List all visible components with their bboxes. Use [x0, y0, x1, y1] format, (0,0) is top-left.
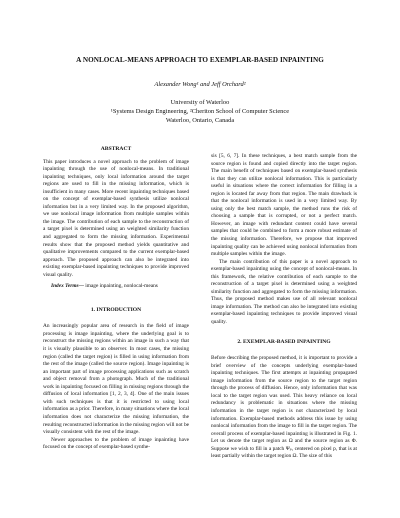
right-paragraph-2: The main contribution of this paper is a novel approach to exemplar-based inpainting using the concept of nonlocal-means. In this framework, the relative contribution of each sample to the reconstruction of a target pixel is determined using a weighted similarity function and aggregated to form the missing information. Thus, the proposed method makes use of all relevant nonlocal image information. The method can also be integrated into existing exemplar-based inpainting techniques to provide improved visual quality.: [211, 258, 357, 326]
abstract-text: This paper introduces a novel approach to the problem of image inpainting through the use of nonlocal-means. In traditional inpainting techniques, only local information around the target regions are used to fill in the missing information, which is insufficient in many cases. More recent inpainting techniques based on the concept of exemplar-based synthesis utilize nonlocal information but in a very limited way. In the proposed algorithm, we use nonlocal image information from multiple samples within the image. The contribution of each sample to the reconstruction of a target pixel is determined using an weighted similarity function and aggregated to form the missing information. Experimental results show that the proposed method yields quantitative and qualitative improvements compared to the current exemplar-based approach. The proposed approach can also be integrated into existing exemplar-based inpainting techniques to provide improved visual quality.: [43, 158, 189, 278]
index-terms-label: Index Terms—: [51, 283, 84, 290]
introduction-paragraph-2: Newer approaches to the problem of image inpainting have focused on the concept of exemplar-based synthe-: [43, 436, 189, 451]
introduction-paragraph-1: An increasingly popular area of research in the field of image processing is image inpainting, where the underlying goal is to reconstruct the missing regions within an image in such a way that it is visually plausible to an observer. In most cases, the missing region (called the target region) is filled in using information from the rest of the image (called the source region). Image inpainting is an important part of image processing applications such as scratch and object removal from a photograph. Much of the traditional work in inpainting focused on filling in missing regions through the diffusion of local information [1, 2, 3, 4]. One of the main issues with such techniques is that it is restricted to using local information as a prior. Therefore, in many situations where the local information does not characterize the missing information, the resulting reconstructed information in the missing region will not be visually consistent with the rest of the image.: [43, 323, 189, 436]
paper-title: A NONLOCAL-MEANS APPROACH TO EXEMPLAR-BASED INPAINTING: [76, 56, 324, 64]
affiliation-location: Waterloo, Ontario, Canada: [165, 117, 235, 124]
exemplar-heading: 2. EXEMPLAR-BASED INPAINTING: [237, 338, 331, 345]
paper-authors: Alexander Wong¹ and Jeff Orchard²: [154, 81, 246, 88]
introduction-heading: 1. INTRODUCTION: [90, 306, 142, 313]
right-column: [211, 153, 357, 461]
affiliation-university: University of Waterloo: [170, 99, 230, 106]
right-paragraph-1: sis [5, 6, 7]. In these techniques, a best match sample from the source region is found and copied directly into the target region. The main benefit of techniques based on exemplar-based synthesis is that they can utilize nonlocal information. This is particularly useful in situations where the correct information for filling in a region is located far away from that region. The main drawback is that the nonlocal information is used in a very limited way. By using only the best match sample, the method runs the risk of choosing a sample that is corrupted, or not a perfect match. However, an image with redundant content could have several samples that could be combined to form a more robust estimate of the missing information. Therefore, we propose that improved inpainting quality can be achieved using nonlocal information from multiple samples within the image.: [211, 153, 357, 258]
affiliation-departments: ¹Systems Design Engineering, ²Cheriton School of Computer Science: [110, 108, 290, 115]
index-terms-value: image inpainting, nonlocal-means: [83, 283, 158, 290]
left-column: [43, 146, 189, 452]
abstract-heading: ABSTRACT: [100, 146, 132, 152]
exemplar-paragraph: Before describing the proposed method, it is important to provide a brief overview of the concepts underlying exemplar-based inpainting techniques. The first attempts at inpainting propagated image information from the source region to the target region through the process of diffusion. Hence, only information that was local to the target region was used. This heavy reliance on local redundancy is problematic in situations where the missing information in the target region is not characterized by local information. Exemplar-based methods address this issue by using nonlocal information from the image to fill in the target region. The overall process of exemplar-based inpainting is illustrated in Fig. 1. Let us denote the target region as Ω and the source region as Φ. Suppose we wish to fill in a patch Ψₚ, centered on pixel p, that is at least partially within the target region Ω. The size of this: [211, 355, 357, 460]
index-terms: [43, 283, 189, 291]
